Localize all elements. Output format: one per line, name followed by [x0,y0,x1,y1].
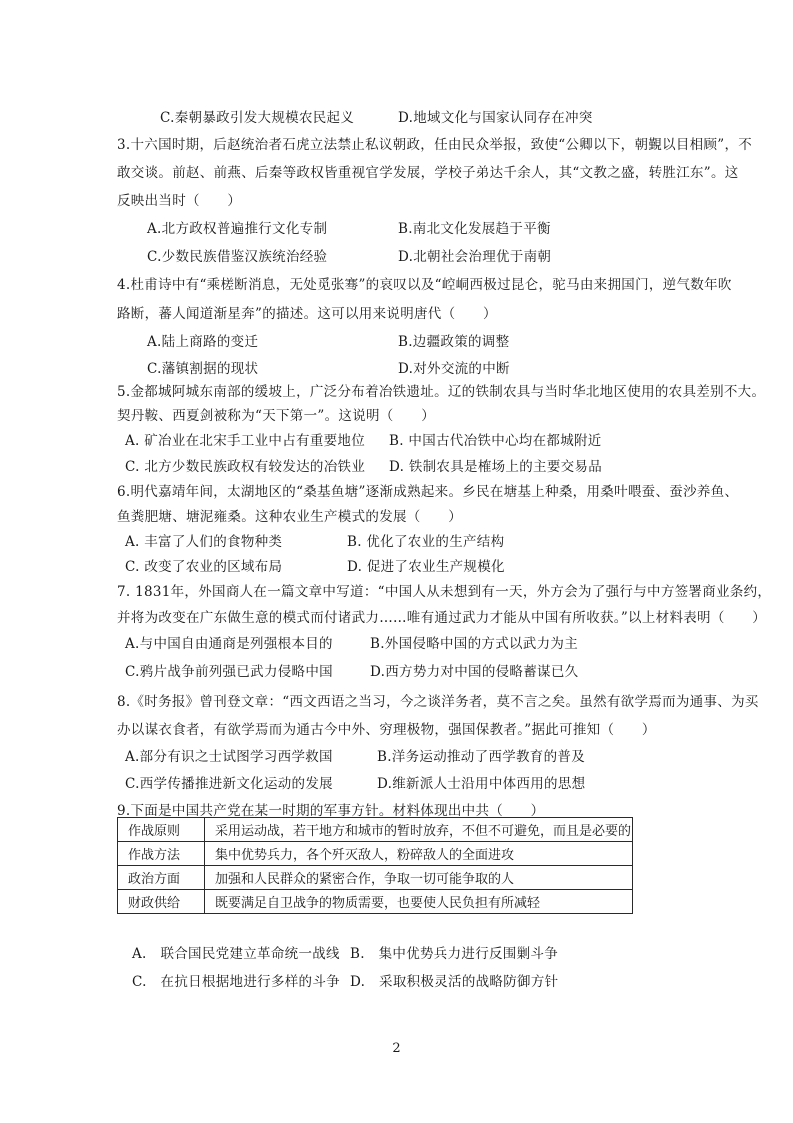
table-value-cell: 既要满足自卫战争的物质需要，也要使人民负担有所减轻 [205,890,633,914]
table-value-cell: 集中优势兵力，各个歼灭敌人，粉碎敌人的全面进攻 [205,842,633,866]
q7-option-c: C.鸦片战争前列强已武力侵略中国 [125,664,333,680]
q9-option-a: A. 联合国民党建立革命统一战线 [132,946,340,962]
q6-stem-line-2: 鱼粪肥塘、塘泥雍桑。这种农业生产模式的发展（ ） [117,509,462,525]
q5-stem-line-2: 契丹鞍、西夏剑被称为“天下第一”。这说明（ ） [117,408,436,424]
q3-option-d: D.北朝社会治理优于南朝 [398,249,552,265]
q6-option-d: D. 促进了农业生产规模化 [347,559,505,575]
q6-option-b: B. 优化了农业的生产结构 [347,534,505,550]
page-number: 2 [392,1041,401,1056]
q8-option-c: C.西学传播推进新文化运动的发展 [125,776,333,792]
q5-option-d: D. 铁制农具是榷场上的主要交易品 [389,459,603,475]
q2-option-d: D.地域文化与国家认同存在冲突 [398,110,593,126]
table-key-cell: 政治方面 [118,866,205,890]
q9-option-d: D. 采取积极灵活的战略防御方针 [350,974,559,990]
q7-stem-line-1: 7. 1831年，外国商人在一篇文章中写道：“中国人从未想到有一天，外方会为了强行与中方签署商业条约， [117,584,772,600]
q7-option-a: A.与中国自由通商是列强根本目的 [125,636,333,652]
q2-option-c: C.秦朝暴政引发大规模农民起义 [160,110,355,126]
q3-stem-line-3: 反映出当时（ ） [117,193,242,209]
table-row [118,842,633,866]
q4-option-a: A.陆上商路的变迁 [147,334,259,350]
q8-option-b: B.洋务运动推动了西学教育的普及 [377,749,586,765]
q5-option-b: B. 中国古代冶铁中心均在都城附近 [389,433,602,449]
q3-option-b: B.南北文化发展趋于平衡 [398,221,551,237]
q3-stem-line-2: 敢交谈。前赵、前燕、后秦等政权皆重视官学发展，学校子弟达千余人，其“文教之盛，转胜江东”。这 [117,165,739,181]
q8-option-a: A.部分有识之士试图学习西学救国 [125,749,333,765]
table-value-cell: 采用运动战，若干地方和城市的暂时放弃，不但不可避免，而且是必要的 [205,818,633,842]
q7-option-b: B.外国侵略中国的方式以武力为主 [370,636,579,652]
table-key-cell: 作战原则 [118,818,205,842]
q5-option-c: C. 北方少数民族政权有较发达的冶铁业 [125,459,366,475]
q3-option-a: A.北方政权普遍推行文化专制 [147,221,328,237]
q4-stem-line-2: 路断，蕃人闻道渐星奔”的描述。这可以用来说明唐代（ ） [117,306,497,322]
q7-stem-line-2: 并将为改变在广东做生意的模式而付诸武力……唯有通过武力才能从中国有所收获。”以上材料表明（ ） [117,610,767,626]
table-key-cell: 作战方法 [118,842,205,866]
q6-option-a: A. 丰富了人们的食物种类 [125,534,283,550]
table-value-cell: 加强和人民群众的紧密合作，争取一切可能争取的人 [205,866,633,890]
q6-option-c: C. 改变了农业的区域布局 [125,559,283,575]
q9-stem: 9.下面是中国共产党在某一时期的军事方针。材料体现出中共（ ） [117,803,545,819]
q4-option-b: B.边疆政策的调整 [398,334,510,350]
table-key-cell: 财政供给 [118,890,205,914]
q7-option-d: D.西方势力对中国的侵略蓄谋已久 [370,664,579,680]
q9-option-c: C. 在抗日根据地进行多样的斗争 [132,974,340,990]
q8-stem-line-1: 8.《时务报》曾刊登文章：“西文西语之当习，今之谈洋务者，莫不言之矣。虽然有欲学焉而为通事、为买 [117,694,759,710]
q5-stem-line-1: 5.金都城阿城东南部的缓坡上，广泛分布着冶铁遗址。辽的铁制农具与当时华北地区使用的农具差别不大。 [117,384,766,400]
q3-option-c: C.少数民族借鉴汉族统治经验 [147,249,328,265]
q5-option-a: A. 矿冶业在北宋手工业中占有重要地位 [125,433,366,449]
q9-option-b: B. 集中优势兵力进行反围剿斗争 [350,946,559,962]
table-row [118,818,633,842]
q4-stem-line-1: 4.杜甫诗中有“乘槎断消息，无处觅张骞”的哀叹以及“崆峒西极过昆仑，驼马由来拥国门，逆气数年吹 [117,277,732,293]
q4-option-c: C.藩镇割据的现状 [147,361,259,377]
q6-stem-line-1: 6.明代嘉靖年间，太湖地区的“桑基鱼塘”逐渐成熟起来。乡民在塘基上种桑，用桑叶喂蚕、蚕沙养鱼、 [117,484,739,500]
military-policy-table [117,817,633,914]
table-row [118,866,633,890]
q3-stem-line-1: 3.十六国时期，后赵统治者石虎立法禁止私议朝政，任由民众举报，致使“公卿以下，朝覲以目相顾”，不 [117,137,753,153]
table-row [118,890,633,914]
q8-option-d: D.维新派人士沿用中体西用的思想 [377,776,586,792]
q4-option-d: D.对外交流的中断 [398,361,510,377]
q8-stem-line-2: 办以谋衣食者，有欲学焉而为通古今中外、穷理极物，强国保教者。”据此可推知（ ） [117,722,656,738]
